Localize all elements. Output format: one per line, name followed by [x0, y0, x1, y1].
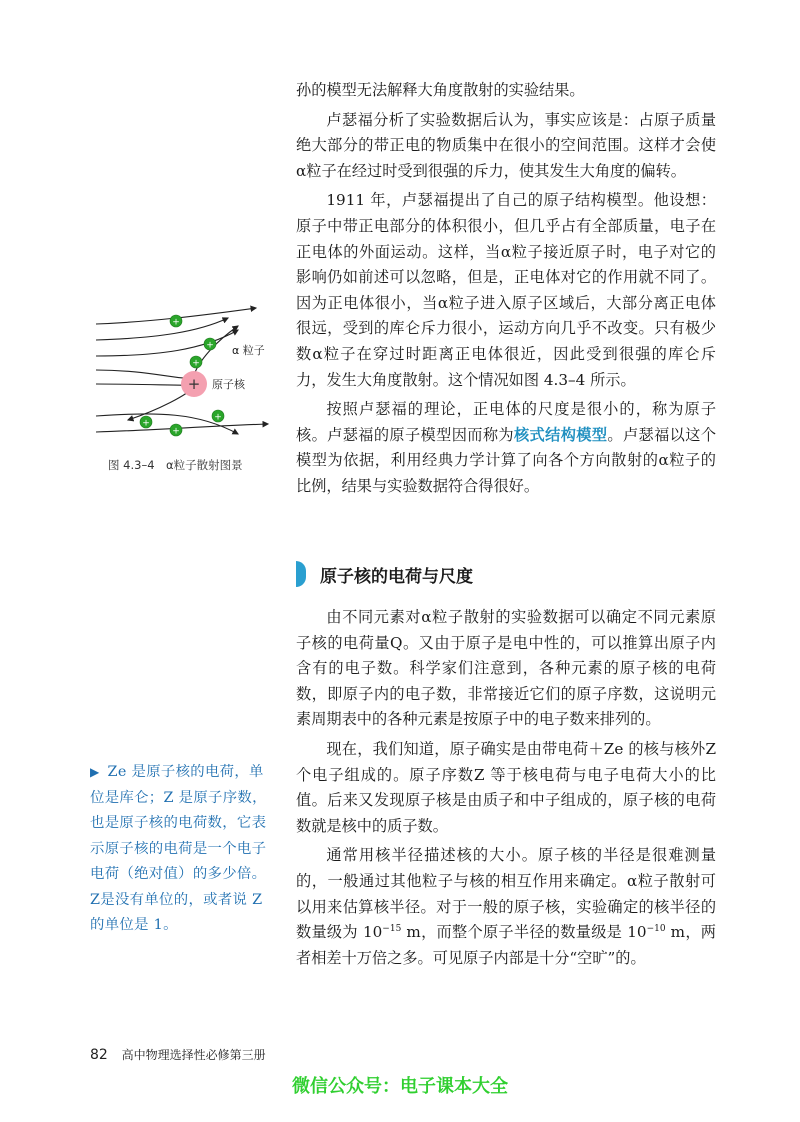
triangle-marker-icon: ▶: [90, 765, 100, 779]
svg-text:+: +: [187, 375, 201, 393]
keyword-nuclear-model: 核式结构模型: [513, 425, 608, 444]
section-heading-text: 原子核的电荷与尺度: [320, 566, 473, 587]
main-text-upper: [296, 78, 716, 504]
page-footer: [90, 1046, 266, 1063]
main-text-lower: [296, 605, 716, 975]
svg-text:+: +: [142, 418, 150, 429]
side-note: [90, 760, 270, 939]
figure-caption: 图 4.3–4 α粒子散射图景: [108, 458, 243, 472]
alpha-trajectory-2: [96, 318, 228, 340]
paragraph-4: 按照卢瑟福的理论，正电体的尺度是很小的，称为原子核。卢瑟福的原子模型因而称为核式结构模型。卢瑟福以这个模型为依据，利用经典力学计算了向各个方向散射的α粒子的比例，结果与实验数据符合得很好。: [296, 400, 717, 495]
svg-text:+: +: [206, 340, 214, 351]
watermark-text: 微信公众号：电子课本大全: [292, 1076, 508, 1097]
section-heading: [296, 558, 473, 590]
svg-text:+: +: [172, 426, 180, 437]
svg-text:+: +: [172, 317, 180, 328]
book-title: 高中物理选择性必修第三册: [121, 1048, 266, 1062]
page-number: 82: [90, 1047, 108, 1063]
paragraph-6: 现在，我们知道，原子确实是由带电荷＋Ze 的核与核外Z 个电子组成的。原子序数Z 等于核电荷与电子电荷大小的比值。后来又发现原子核是由质子和中子组成的，原子核的电荷数就是核中的质子数。: [296, 739, 716, 835]
paragraph-2: 卢瑟福分析了实验数据后认为，事实应该是：占原子质量绝大部分的带正电的物质集中在很小的空间范围。这样才会使α粒子在经过时受到很强的斥力，使其发生大角度的偏转。: [296, 110, 716, 180]
side-note-text: Ze 是原子核的电荷，单位是库仑；Z 是原子序数，也是原子核的电荷数，它表示原子核的电荷是一个电子电荷（绝对值）的多少倍。Z是没有单位的，或者说 Z 的单位是 1。: [90, 764, 267, 933]
paragraph-1: 孙的模型无法解释大角度散射的实验结果。: [296, 81, 585, 99]
paragraph-3: 1911 年，卢瑟福提出了自己的原子结构模型。他设想：原子中带正电部分的体积很小，但几乎占有全部质量，电子在正电体的外面运动。这样，当α粒子接近原子时，电子对它的影响仍如前述可以忽略，但是，正电体对它的作用就不同了。因为正电体很小，当α粒子进入原子区域后，大部分离正电体很远，受到的库仑斥力很小，运动方向几乎不改变。只有极少数α粒子在穿过时距离正电体很近，因此受到很强的库仑斥力，发生大角度散射。这个情况如图 4.3–4 所示。: [296, 191, 716, 389]
paragraph-7: 通常用核半径描述核的大小。原子核的半径是很难测量的，一般通过其他粒子与核的相互作用来确定。α粒子散射可以用来估算核半径。对于一般的原子核，实验确定的核半径的数量级为 $10^{-15}$ m，而整个原子半径的数量级是 $10^{-10}$ m，两者相差十万倍之多。可见原子内部是十分“空旷”的。: [296, 846, 716, 967]
label-alpha: α 粒子: [232, 344, 265, 357]
heading-marker-icon: [296, 561, 306, 587]
svg-text:+: +: [192, 358, 200, 369]
svg-text:+: +: [214, 412, 222, 423]
alpha-scattering-figure: [88, 300, 278, 450]
paragraph-5: 由不同元素对α粒子散射的实验数据可以确定不同元素原子核的电荷量Q。又由于原子是电中性的，可以推算出原子内含有的电子数。科学家们注意到，各种元素的原子核的电荷数，即原子内的电子数，非常接近它们的原子序数，这说明元素周期表中的各种元素是按原子中的电子数来排列的。: [296, 608, 716, 729]
label-nucleus: 原子核: [212, 378, 245, 391]
